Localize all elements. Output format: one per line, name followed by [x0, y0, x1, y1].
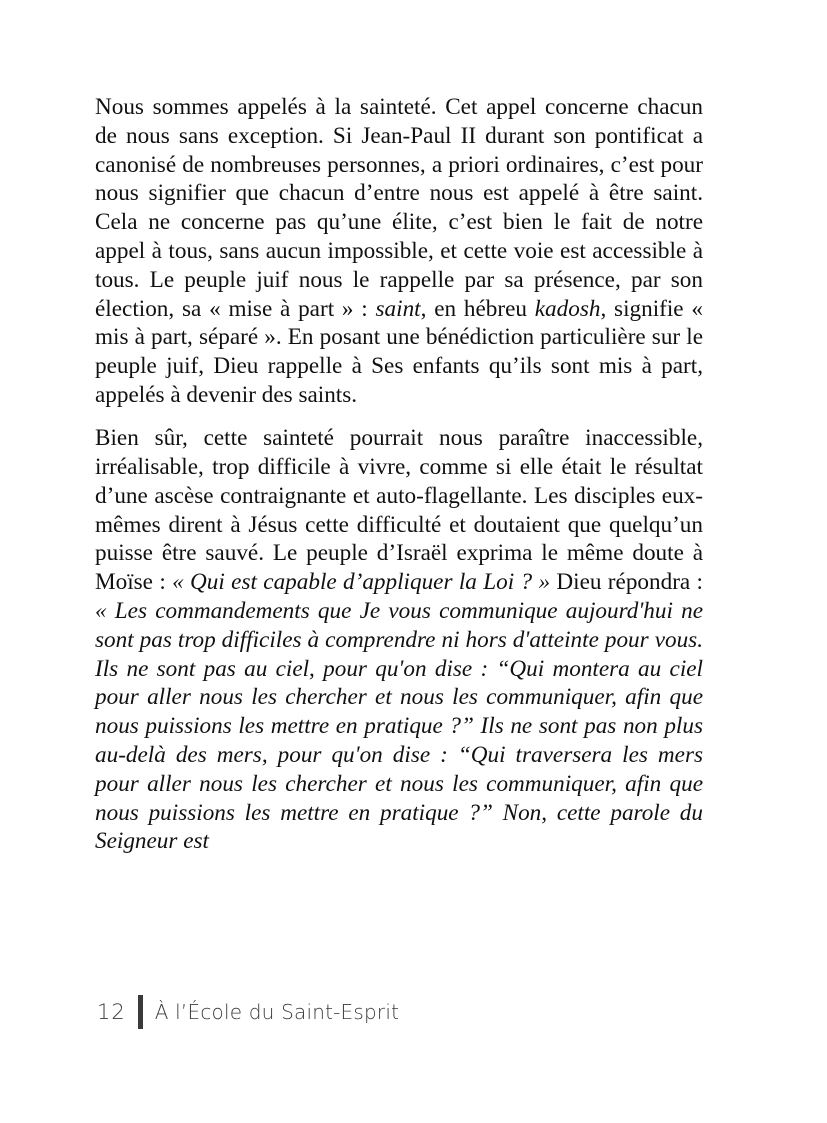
page-footer — [97, 993, 399, 1031]
italic-term-saint: saint — [375, 295, 421, 322]
text-segment: , signifie « mis à part, séparé ». En posant une bénédiction particulière sur le peuple juif, Dieu rappelle à Ses enfants qu’ils sont mis à part, appelés à devenir des saints. — [95, 295, 703, 408]
running-title: À l’École du Saint-Esprit — [154, 1000, 400, 1024]
footer-divider-bar — [138, 995, 143, 1029]
text-segment: Dieu répondra : — [550, 569, 703, 596]
page-number: 12 — [97, 1000, 126, 1024]
italic-term-kadosh: kadosh — [534, 295, 601, 322]
text-segment: Bien sûr, cette sainteté pourrait nous paraître inaccessible, irréalisable, trop difficile à vivre, comme si elle était le résultat d’une ascèse contraignante et auto-flagellante. Les disciples eux-mêmes dirent à Jésus cette difficulté et doutaient que quelqu’un puisse être sauvé. Le peuple d’Israël exprima le même doute à Moïse : — [95, 425, 703, 596]
text-segment: , en hébreu — [420, 295, 535, 322]
text-segment: Nous sommes appelés à la sainteté. Cet appel concerne chacun de nous sans exception. Si Jean-Paul II durant son pontificat a canonisé de nombreuses personnes, a priori ordinaires, c’est pour nous signifier que chacun d’entre nous est appelé à être saint. Cela ne concerne pas qu’une élite, c’est bien le fait de notre appel à tous, sans aucun impossible, et cette voie est accessible à tous. Le peuple juif nous le rappelle par sa présence, par son élection, sa « mise à part » : — [95, 94, 703, 322]
paragraph-2 — [95, 424, 703, 856]
italic-quote-scripture: « Les commandements que Je vous communique aujourd'hui ne sont pas trop difficiles à comprendre ni hors d'atteinte pour vous. Ils ne sont pas au ciel, pour qu'on dise : “Qui montera au ciel pour aller nous les chercher et nous les communiquer, afin que nous puissions les mettre en pratique ?” Ils ne sont pas non plus au-delà des mers, pour qu'on dise : “Qui traversera les mers pour aller nous les chercher et nous les communiquer, afin que nous puissions les mettre en pratique ?” Non, cette parole du Seigneur est — [95, 598, 703, 855]
body-text — [95, 93, 703, 856]
italic-quote-question: « Qui est capable d’appliquer la Loi ? » — [172, 569, 551, 596]
paragraph-1 — [95, 93, 703, 410]
